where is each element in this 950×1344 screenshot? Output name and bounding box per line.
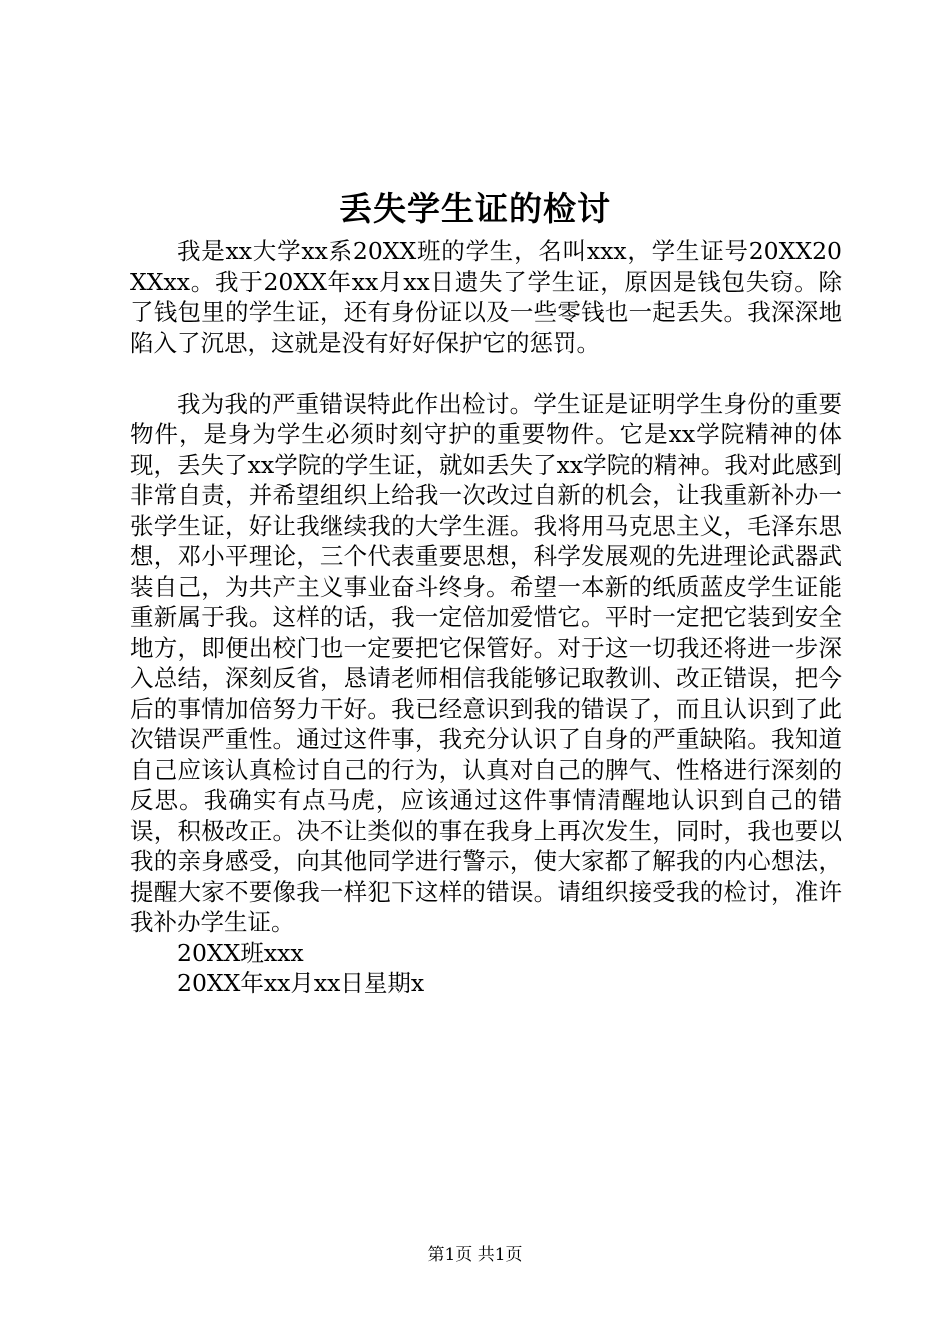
document-title: 丢失学生证的检讨 — [339, 189, 611, 228]
date-line: 20XX年xx月xx日星期x — [177, 969, 425, 997]
paragraph-spacer — [130, 358, 842, 389]
signature-line: 20XX班xxx — [177, 938, 304, 967]
document-body — [130, 236, 842, 999]
paragraph-main: 我为我的严重错误特此作出检讨。学生证是证明学生身份的重要物件，是身为学生必须时刻守护的重要物件。它是xx学院精神的体现，丢失了xx学院的学生证，就如丢失了xx学院的精神。我对此感到非常自责，并希望组织上给我一次改过自新的机会，让我重新补办一张学生证，好让我继续我的大学生涯。我将用马克思主义，毛泽东思想，邓小平理论，三个代表重要思想，科学发展观的先进理论武器武装自己，为共产主义事业奋斗终身。希望一本新的纸质蓝皮学生证能重新属于我。这样的话，我一定倍加爱惜它。平时一定把它装到安全地方，即便出校门也一定要把它保管好。对于这一切我还将进一步深入总结，深刻反省，恳请老师相信我能够记取教训、改正错误，把今后的事情加倍努力干好。我已经意识到我的错误了，而且认识到了此次错误严重性。通过这件事，我充分认识了自身的严重缺陷。我知道自己应该认真检讨自己的行为，认真对自己的脾气、性格进行深刻的反思。我确实有点马虎，应该通过这件事情清醒地认识到自己的错误，积极改正。决不让类似的事在我身上再次发生，同时，我也要以我的亲身感受，向其他同学进行警示，使大家都了解我的内心想法，提醒大家不要像我一样犯下这样的错误。请组织接受我的检讨，准许我补办学生证。 — [130, 389, 842, 936]
paragraph-intro: 我是xx大学xx系20XX班的学生，名叫xxx，学生证号20XX20XXxx。我于20XX年xx月xx日遗失了学生证，原因是钱包失窃。除了钱包里的学生证，还有身份证以及一些零钱也一起丢失。我深深地陷入了沉思，这就是没有好好保护它的惩罚。 — [130, 237, 842, 357]
page-footer: 第1页 共1页 — [427, 1245, 523, 1265]
